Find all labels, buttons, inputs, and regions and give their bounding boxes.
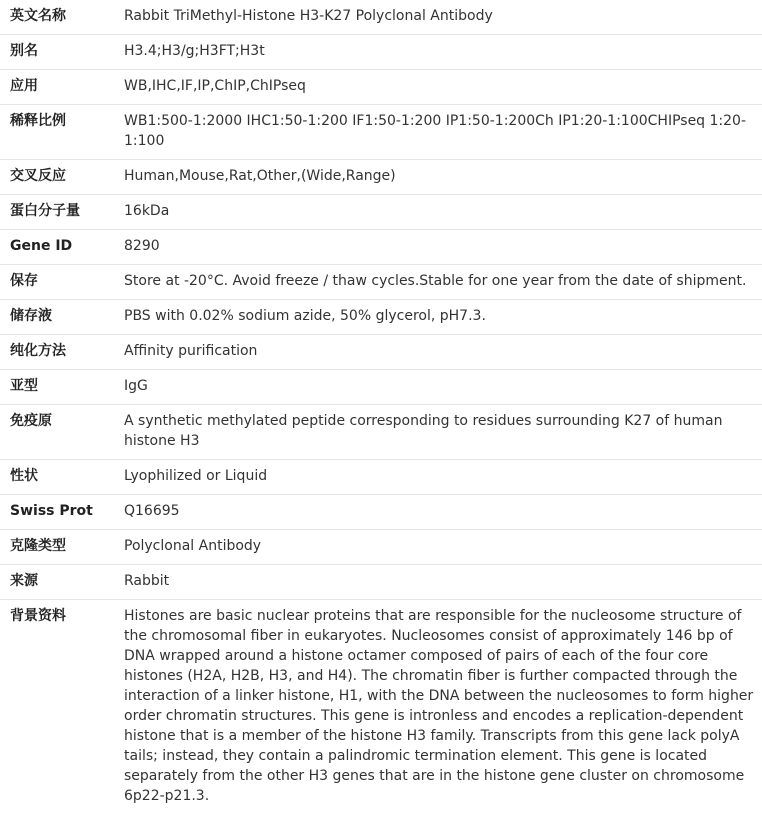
- spec-row-storage: [0, 265, 762, 300]
- spec-row-form: [0, 460, 762, 495]
- spec-row-clonality: [0, 530, 762, 565]
- spec-label: 免疫原: [0, 405, 114, 460]
- spec-value: WB1:500-1:2000 IHC1:50-1:200 IF1:50-1:200 IP1:50-1:200Ch IP1:20-1:100CHIPseq 1:20-1:100: [114, 105, 762, 160]
- spec-value: Affinity purification: [114, 335, 762, 370]
- spec-row-host: [0, 565, 762, 600]
- spec-row-cross-reactivity: [0, 160, 762, 195]
- spec-row-molecular-weight: [0, 195, 762, 230]
- spec-row-swiss-prot: [0, 495, 762, 530]
- spec-label: 应用: [0, 70, 114, 105]
- spec-label: 亚型: [0, 370, 114, 405]
- spec-label: 别名: [0, 35, 114, 70]
- spec-value: Polyclonal Antibody: [114, 530, 762, 565]
- spec-value: Q16695: [114, 495, 762, 530]
- spec-row-isotype: [0, 370, 762, 405]
- spec-value: Lyophilized or Liquid: [114, 460, 762, 495]
- spec-value: A synthetic methylated peptide corresponding to residues surrounding K27 of human histone H3: [114, 405, 762, 460]
- spec-value: Rabbit: [114, 565, 762, 600]
- spec-label: 蛋白分子量: [0, 195, 114, 230]
- spec-row-dilution: [0, 105, 762, 160]
- spec-label: 性状: [0, 460, 114, 495]
- spec-label: 保存: [0, 265, 114, 300]
- spec-value: Human,Mouse,Rat,Other,(Wide,Range): [114, 160, 762, 195]
- spec-value: H3.4;H3/g;H3FT;H3t: [114, 35, 762, 70]
- spec-row-purification: [0, 335, 762, 370]
- spec-row-background: [0, 600, 762, 814]
- spec-value: Histones are basic nuclear proteins that are responsible for the nucleosome structure of the chromosomal fiber in eukaryotes. Nucleosomes consist of approximately 146 bp of DNA wrapped around a histone octamer composed of pairs of each of the four core histones (H2A, H2B, H3, and H4). The chromatin fiber is further compacted through the interaction of a linker histone, H1, with the DNA between the nucleosomes to form higher order chromatin structures. This gene is intronless and encodes a replication-dependent histone that is a member of the histone H3 family. Transcripts from this gene lack polyA tails; instead, they contain a palindromic termination element. This gene is located separately from the other H3 genes that are in the histone gene cluster on chromosome 6p22-p21.3.: [114, 600, 762, 814]
- spec-label: 交叉反应: [0, 160, 114, 195]
- spec-value: 16kDa: [114, 195, 762, 230]
- spec-value: Store at -20°C. Avoid freeze / thaw cycles.Stable for one year from the date of shipment.: [114, 265, 762, 300]
- spec-label: Gene ID: [0, 230, 114, 265]
- spec-value: WB,IHC,IF,IP,ChIP,ChIPseq: [114, 70, 762, 105]
- spec-label: 来源: [0, 565, 114, 600]
- spec-row-storage-buffer: [0, 300, 762, 335]
- spec-value: PBS with 0.02% sodium azide, 50% glycerol, pH7.3.: [114, 300, 762, 335]
- spec-value: IgG: [114, 370, 762, 405]
- spec-value: Rabbit TriMethyl-Histone H3-K27 Polyclonal Antibody: [114, 0, 762, 35]
- spec-label: 稀释比例: [0, 105, 114, 160]
- spec-row-immunogen: [0, 405, 762, 460]
- spec-row-gene-id: [0, 230, 762, 265]
- spec-row-application: [0, 70, 762, 105]
- spec-label: 储存液: [0, 300, 114, 335]
- spec-label: 克隆类型: [0, 530, 114, 565]
- spec-value: 8290: [114, 230, 762, 265]
- spec-label: 背景资料: [0, 600, 114, 814]
- spec-row-english-name: [0, 0, 762, 35]
- spec-row-alias: [0, 35, 762, 70]
- spec-label: 纯化方法: [0, 335, 114, 370]
- spec-label: Swiss Prot: [0, 495, 114, 530]
- spec-label: 英文名称: [0, 0, 114, 35]
